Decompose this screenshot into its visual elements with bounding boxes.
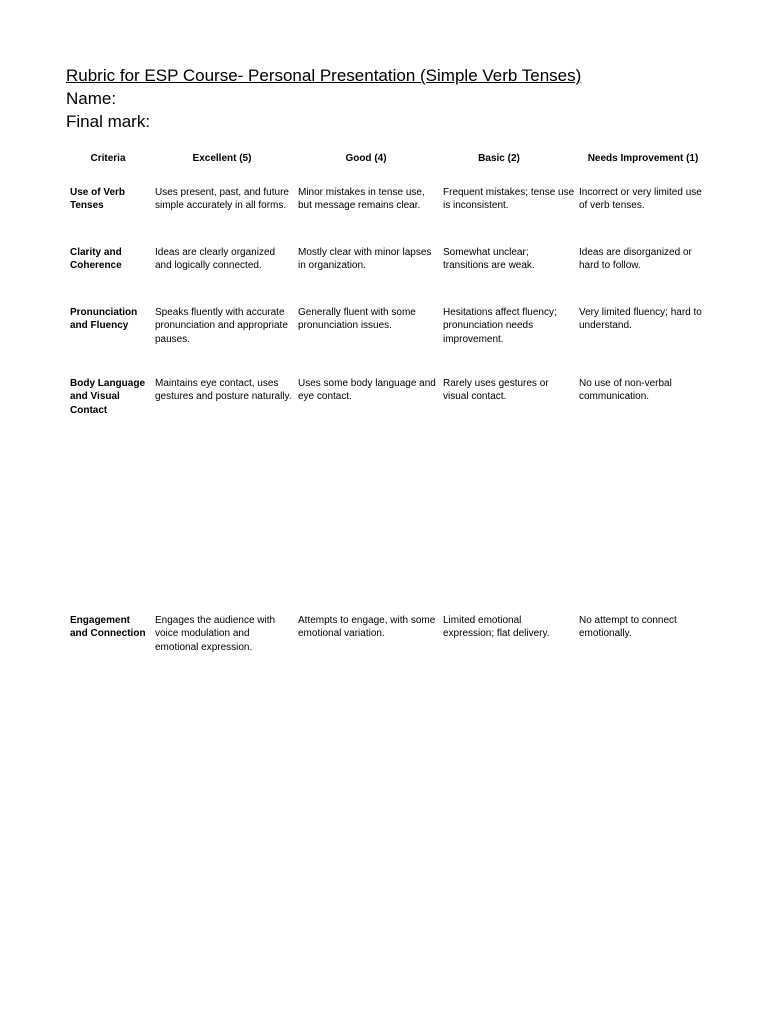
- cell-needs-improvement: Very limited fluency; hard to understand.: [579, 307, 702, 332]
- cell-good: Generally fluent with some pronunciation issues.: [298, 307, 416, 332]
- row-criteria: Clarity and Coherence: [70, 247, 122, 272]
- final-mark-label: Final mark:: [66, 112, 151, 131]
- cell-good: Minor mistakes in tense use, but message remains clear.: [298, 187, 425, 212]
- header-good: Good (4): [345, 153, 387, 164]
- header-criteria: Criteria: [90, 153, 126, 164]
- row-criteria: Use of Verb Tenses: [70, 187, 126, 212]
- row-criteria: Pronunciation and Fluency: [70, 307, 138, 332]
- header-excellent: Excellent (5): [192, 153, 252, 164]
- cell-needs-improvement: Ideas are disorganized or hard to follow.: [579, 247, 692, 272]
- cell-needs-improvement: Incorrect or very limited use of verb tenses.: [579, 187, 702, 212]
- header-basic: Basic (2): [478, 153, 520, 164]
- cell-excellent: Uses present, past, and future simple accurately in all forms.: [155, 187, 289, 212]
- cell-basic: Somewhat unclear; transitions are weak.: [443, 247, 535, 272]
- cell-excellent: Ideas are clearly organized and logically connected.: [155, 247, 276, 272]
- row-criteria: Engagement and Connection: [70, 615, 146, 640]
- cell-excellent: Maintains eye contact, uses gestures and posture naturally.: [155, 378, 292, 403]
- cell-needs-improvement: No use of non-verbal communication.: [579, 378, 672, 403]
- cell-good: Mostly clear with minor lapses in organization.: [298, 247, 432, 272]
- header-needs-improvement: Needs Improvement (1): [587, 153, 699, 164]
- cell-basic: Rarely uses gestures or visual contact.: [443, 378, 549, 403]
- cell-good: Attempts to engage, with some emotional variation.: [298, 615, 436, 640]
- cell-excellent: Engages the audience with voice modulation and emotional expression.: [155, 615, 276, 653]
- cell-good: Uses some body language and eye contact.: [298, 378, 436, 403]
- cell-basic: Frequent mistakes; tense use is inconsistent.: [443, 187, 575, 212]
- cell-basic: Hesitations affect fluency; pronunciation needs improvement.: [443, 307, 557, 345]
- row-criteria: Body Language and Visual Contact: [70, 378, 146, 416]
- document-title: Rubric for ESP Course- Personal Presentation (Simple Verb Tenses): [66, 66, 582, 85]
- name-label: Name:: [66, 89, 117, 108]
- cell-excellent: Speaks fluently with accurate pronunciation and appropriate pauses.: [155, 307, 288, 345]
- cell-basic: Limited emotional expression; flat delivery.: [443, 615, 550, 640]
- cell-needs-improvement: No attempt to connect emotionally.: [579, 615, 677, 640]
